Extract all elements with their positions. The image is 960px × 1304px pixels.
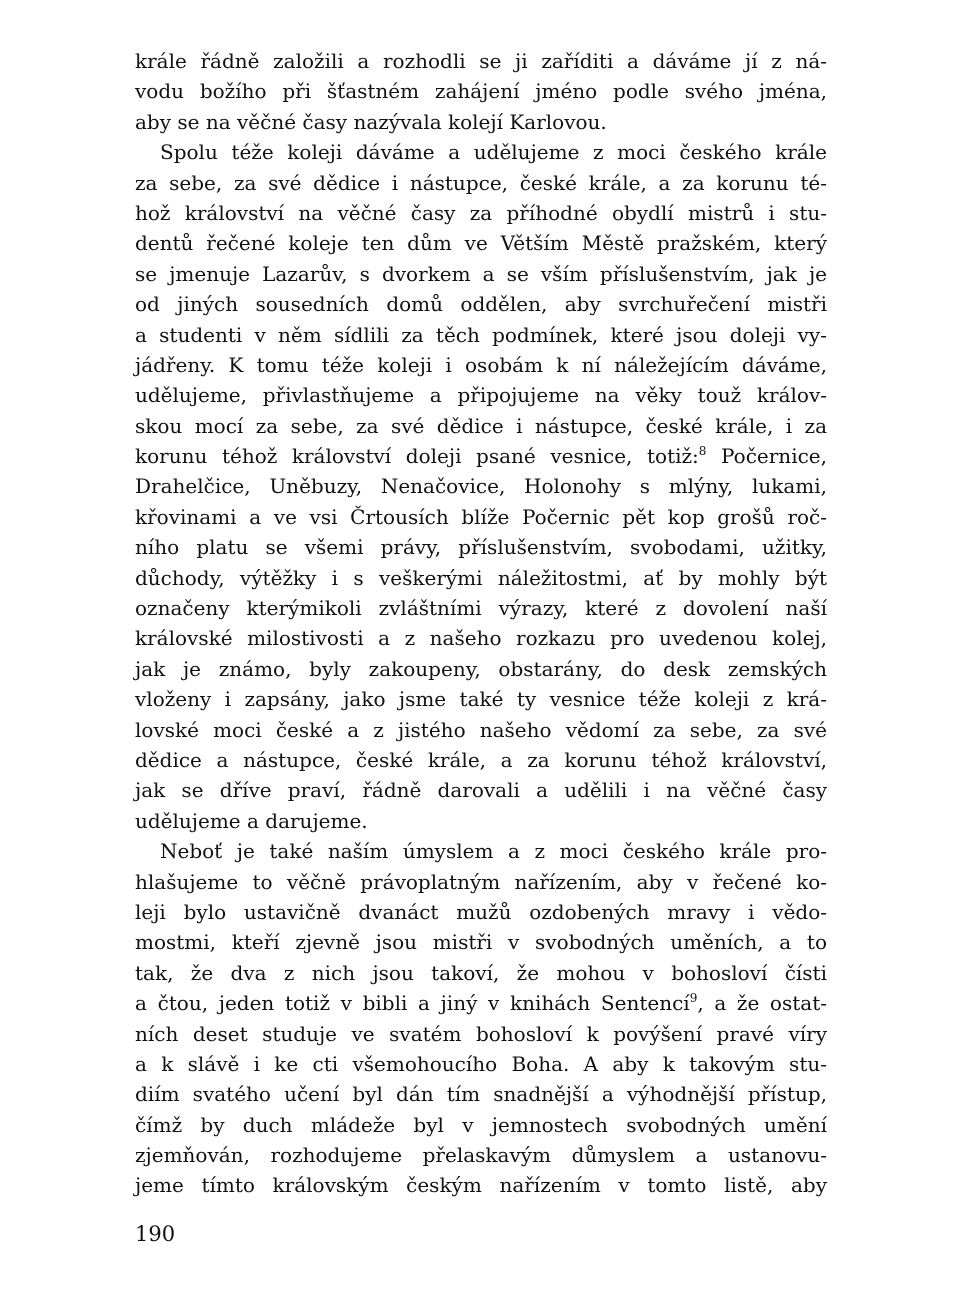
text-segment: Počernice, [706, 444, 827, 469]
text-line: jak je známo, byly zakoupeny, obstarány, do desk zemských [135, 656, 827, 681]
page-text [135, 46, 827, 1201]
text-line: a studenti v něm sídlili za těch podmínek, které jsou doleji vy- [135, 322, 827, 347]
text-line-with-footnote [135, 988, 827, 1018]
text-line: a k slávě i ke cti všemohoucího Boha. A aby k takovým stu- [135, 1051, 827, 1076]
text-line: hož království na věčné časy za příhodné obydlí mistrů i stu- [135, 200, 827, 225]
text-line: ních deset studuje ve svatém bohosloví k povýšení pravé víry [135, 1021, 827, 1046]
text-line: od jiných sousedních domů oddělen, aby svrchuřečení mistři [135, 292, 827, 317]
text-line: zjemňován, rozhodujeme přelaskavým důmyslem a ustanovu- [135, 1143, 827, 1168]
text-line: jádřeny. K tomu téže koleji i osobám k ní náležejícím dáváme, [135, 352, 827, 377]
text-line-with-footnote [135, 441, 827, 471]
text-line: dentů řečené koleje ten dům ve Větším Městě pražském, který [135, 231, 827, 256]
text-line: důchody, výtěžky i s veškerými náležitostmi, ať by mohly být [135, 565, 827, 590]
text-line: se jmenuje Lazarův, s dvorkem a se vším příslušenstvím, jak je [135, 261, 827, 286]
text-line: za sebe, za své dědice i nástupce, české krále, a za korunu té- [135, 170, 827, 195]
text-line: mostmi, kteří zjevně jsou mistři v svobodných uměních, a to [135, 930, 827, 955]
text-line: krále řádně založili a rozhodli se ji zaříditi a dáváme jí z ná- [135, 49, 827, 73]
paragraph-2 [135, 137, 827, 836]
text-segment: , a že ostat- [697, 991, 827, 1016]
text-line: Spolu téže koleji dáváme a udělujeme z moci českého krále [160, 140, 827, 165]
footnote-marker: 8 [698, 444, 707, 459]
text-line: leji bylo ustavičně dvanáct mužů ozdobených mravy i vědo- [135, 899, 827, 924]
page-number: 190 [135, 1222, 176, 1246]
text-line: skou mocí za sebe, za své dědice i nástupce, české krále, i za [135, 413, 827, 438]
text-line: diím svatého učení byl dán tím snadnější a výhodnější přístup, [135, 1082, 827, 1107]
text-line: jak se dříve praví, řádně darovali a udělili i na věčné časy [135, 778, 827, 803]
text-line: křovinami a ve vsi Črtousích blíže Počernic pět kop grošů roč- [135, 504, 827, 529]
text-line: udělujeme, přivlastňujeme a připojujeme na věky touž králov- [135, 383, 827, 408]
text-line: čímž by duch mládeže byl v jemnostech svobodných umění [135, 1112, 827, 1137]
text-line: udělujeme a darujeme. [135, 808, 368, 833]
text-line: vodu božího při šťastném zahájení jméno podle svého jména, [135, 79, 827, 104]
text-line: ního platu se všemi právy, příslušenstvím, svobodami, užitky, [135, 535, 827, 560]
text-segment: korunu téhož království doleji psané vesnice, totiž: [135, 444, 699, 469]
text-line: hlašujeme to věčně právoplatným nařízením, aby v řečené ko- [135, 869, 827, 894]
text-line: Neboť je také naším úmyslem a z moci českého krále pro- [160, 839, 827, 864]
footnote-marker: 9 [689, 991, 698, 1006]
text-line: lovské moci české a z jistého našeho vědomí za sebe, za své [135, 717, 827, 742]
text-line: tak, že dva z nich jsou takoví, že mohou v bohosloví čísti [135, 960, 827, 985]
paragraph-1 [135, 46, 827, 137]
text-line: vloženy i zapsány, jako jsme také ty vesnice téže koleji z krá- [135, 687, 827, 712]
text-line: dědice a nástupce, české krále, a za korunu téhož království, [135, 747, 827, 772]
text-line: královské milostivosti a z našeho rozkazu pro uvedenou kolej, [135, 626, 827, 651]
text-line: Drahelčice, Uněbuzy, Nenačovice, Holonohy s mlýny, lukami, [135, 474, 827, 499]
text-line: aby se na věčné časy nazývala kolejí Karlovou. [135, 109, 607, 134]
text-line: označeny kterýmikoli zvláštními výrazy, které z dovolení naší [135, 596, 827, 621]
text-line: jeme tímto královským českým nařízením v tomto listě, aby [135, 1173, 827, 1198]
paragraph-3 [135, 836, 827, 1201]
text-segment: a čtou, jeden totiž v bibli a jiný v knihách Sentencí [135, 991, 690, 1016]
